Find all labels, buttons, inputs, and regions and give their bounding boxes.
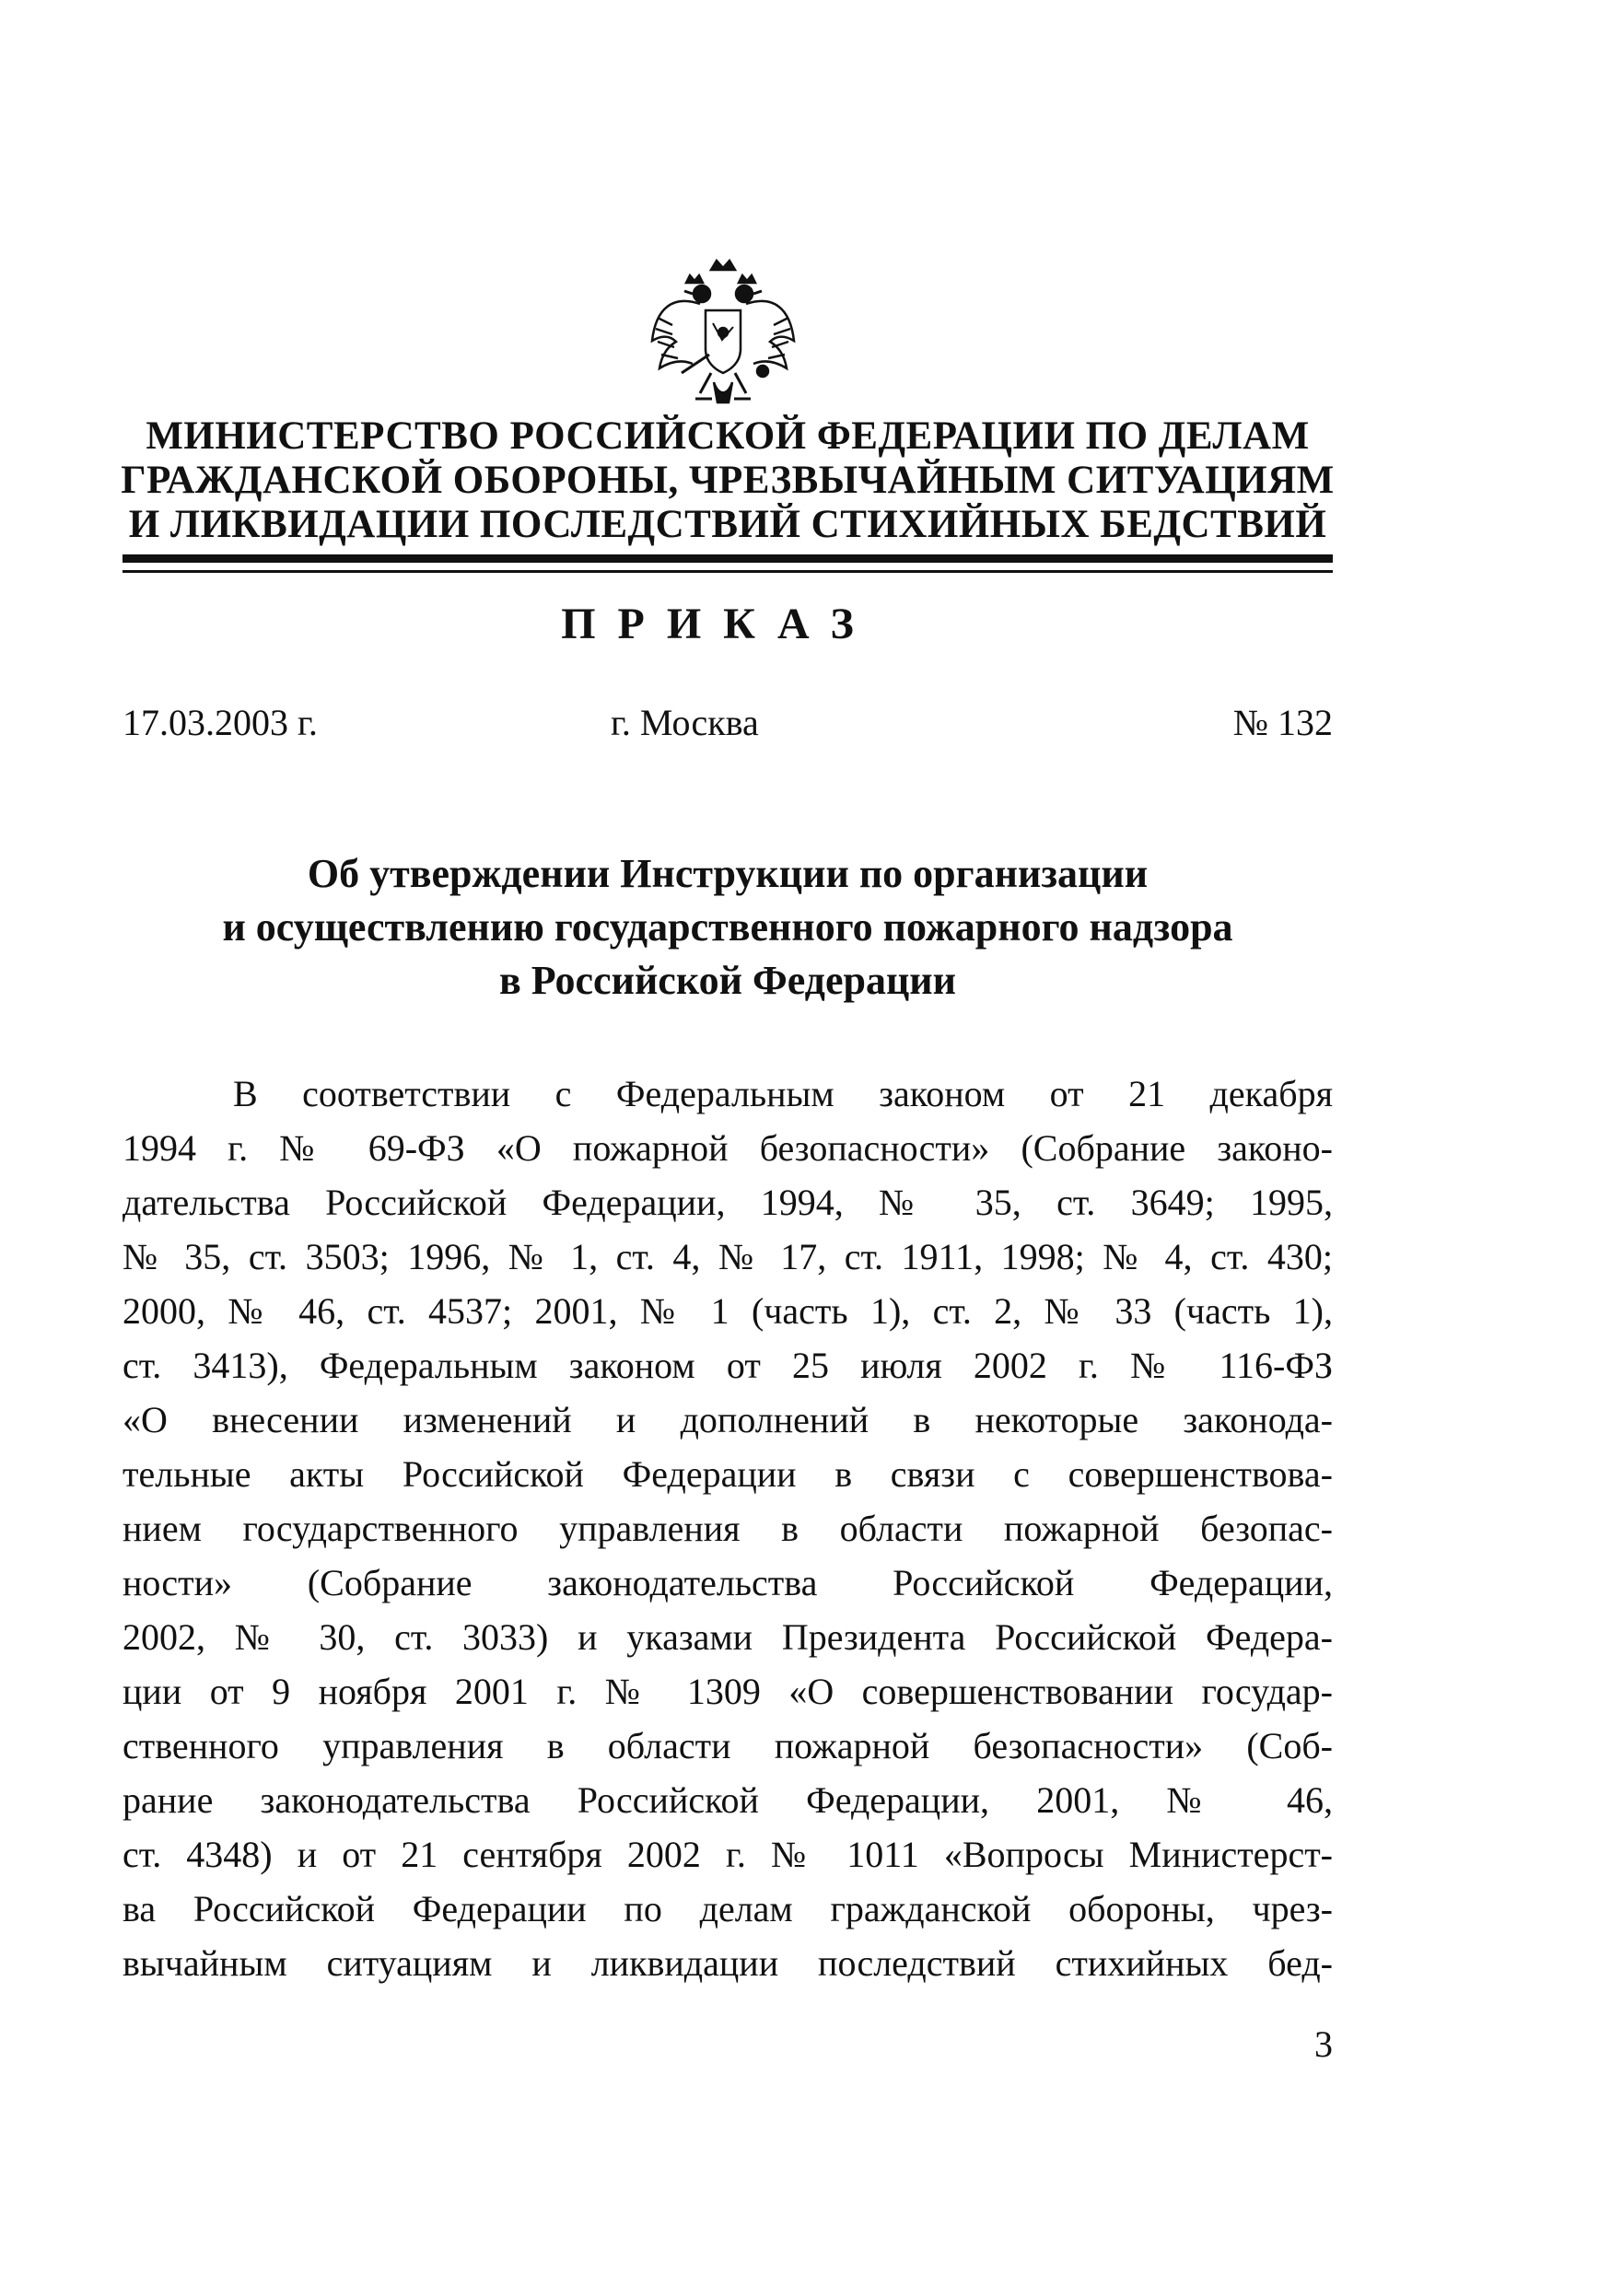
body-line: ст. 3413), Федеральным законом от 25 июля 2002 г. № 116-ФЗ (123, 1345, 1333, 1386)
body-line: ственного управления в области пожарной безопасности» (Соб- (123, 1725, 1333, 1766)
header-divider-thick (123, 554, 1333, 563)
order-city: г. Москва (611, 702, 759, 743)
ministry-name (120, 414, 1336, 547)
title-line-1: Об утверждении Инструкции по организации (307, 851, 1149, 896)
russian-coat-of-arms-icon (645, 253, 801, 419)
page-number: 3 (1314, 2023, 1333, 2065)
order-number: № 132 (1232, 702, 1333, 743)
document-type-heading: ПРИКАЗ (561, 600, 876, 648)
order-date: 17.03.2003 г. (123, 702, 318, 743)
body-line: тельные акты Российской Федерации в связи с совершенствова- (123, 1453, 1333, 1495)
body-line: нием государственного управления в области пожарной безопас- (123, 1508, 1333, 1549)
body-line: 1994 г. № 69-ФЗ «О пожарной безопасности» (Собрание законо- (123, 1127, 1333, 1169)
body-line: ции от 9 ноября 2001 г. № 1309 «О совершенствовании государ- (123, 1671, 1333, 1712)
body-line: «О внесении изменений и дополнений в некоторые законода- (123, 1399, 1333, 1440)
body-line: ст. 4348) и от 21 сентября 2002 г. № 1011 «Вопросы Министерст- (123, 1834, 1333, 1875)
body-line: ности» (Собрание законодательства Российской Федерации, (123, 1562, 1333, 1603)
ministry-line-3: И ЛИКВИДАЦИИ ПОСЛЕДСТВИЙ СТИХИЙНЫХ БЕДСТВИЙ (128, 503, 1327, 546)
body-line: ва Российской Федерации по делам гражданской обороны, чрез- (123, 1888, 1333, 1929)
header-divider-thin (123, 570, 1333, 573)
body-line: В соответствии с Федеральным законом от 21 декабря (233, 1073, 1333, 1114)
ministry-line-2: ГРАЖДАНСКОЙ ОБОРОНЫ, ЧРЕЗВЫЧАЙНЫМ СИТУАЦИЯМ (121, 459, 1335, 502)
title-line-3: в Российской Федерации (498, 958, 956, 1003)
body-line: рание законодательства Российской Федерации, 2001, № 46, (123, 1779, 1333, 1821)
body-line: 2000, № 46, ст. 4537; 2001, № 1 (часть 1), ст. 2, № 33 (часть 1), (123, 1290, 1333, 1332)
body-line: 2002, № 30, ст. 3033) и указами Президента Российской Федера- (123, 1616, 1333, 1658)
body-line: вычайным ситуациям и ликвидации последствий стихийных бед- (123, 1942, 1333, 1984)
body-line: № 35, ст. 3503; 1996, № 1, ст. 4, № 17, ст. 1911, 1998; № 4, ст. 430; (123, 1236, 1333, 1277)
order-meta-row (123, 700, 1333, 746)
title-line-2: и осуществлению государственного пожарного надзора (222, 904, 1233, 950)
order-title (123, 847, 1333, 1008)
ministry-line-1: МИНИСТЕРСТВО РОССИЙСКОЙ ФЕДЕРАЦИИ ПО ДЕЛАМ (146, 414, 1310, 458)
body-line: дательства Российской Федерации, 1994, № 35, ст. 3649; 1995, (123, 1182, 1333, 1223)
body-paragraph (123, 1066, 1333, 1990)
